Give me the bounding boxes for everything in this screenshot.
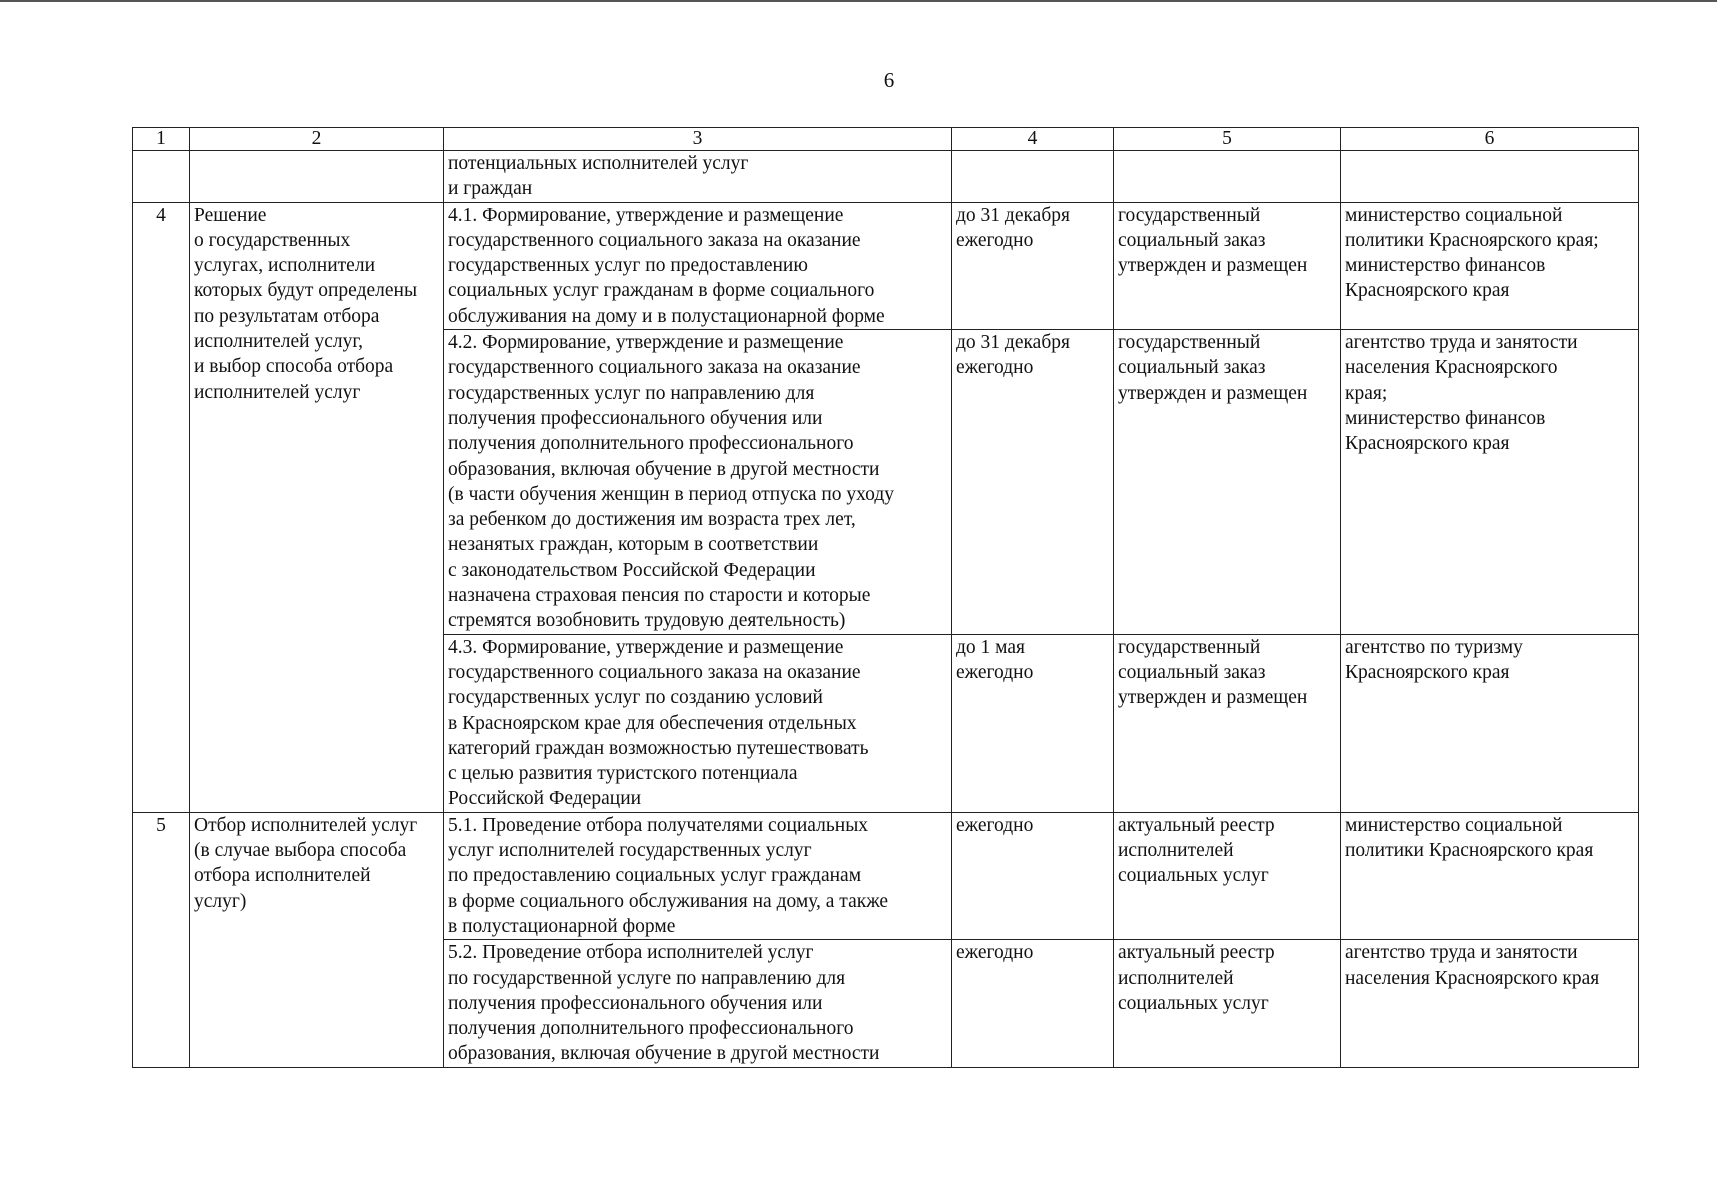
item-4-2-text: 4.2. Формирование, утверждение и размещение государственного социального заказа на оказание государственных услуг по направлению для получения профессионального обучения или получения дополнительного профессионального образования, включая обучение в другой местности (в части обучения женщин в период отпуска по уходу за ребенком до достижения им возраста трех лет, незанятых граждан, которым в соответствии с законодательством Российской Федерации назначена страховая пенсия по старости и которые стремятся возобновить трудовую деятельность) <box>444 330 952 635</box>
column-header-1: 1 <box>133 128 190 151</box>
item-4-3-result: государственный социальный заказ утвержден и размещен <box>1114 634 1341 812</box>
item-4-1-deadline: до 31 декабря ежегодно <box>952 202 1114 329</box>
top-border-line <box>0 0 1717 2</box>
continuation-responsible <box>1341 151 1639 203</box>
continuation-number <box>133 151 190 203</box>
table-row-4-1 <box>133 202 1639 329</box>
item-5-1-deadline: ежегодно <box>952 812 1114 939</box>
table-header-row <box>133 128 1639 151</box>
item-4-3-deadline: до 1 мая ежегодно <box>952 634 1114 812</box>
item-4-2-result: государственный социальный заказ утвержден и размещен <box>1114 330 1341 635</box>
plan-table <box>132 127 1639 1068</box>
item-4-2-responsible: агентство труда и занятости населения Красноярского края; министерство финансов Красноярского края <box>1341 330 1639 635</box>
continuation-deadline <box>952 151 1114 203</box>
item-4-3-text: 4.3. Формирование, утверждение и размещение государственного социального заказа на оказание государственных услуг по созданию условий в Красноярском крае для обеспечения отдельных категорий граждан возможностью путешествовать с целью развития туристского потенциала Российской Федерации <box>444 634 952 812</box>
item-4-3-responsible: агентство по туризму Красноярского края <box>1341 634 1639 812</box>
item-4-1-result: государственный социальный заказ утвержден и размещен <box>1114 202 1341 329</box>
table-row-5-1 <box>133 812 1639 939</box>
column-header-4: 4 <box>952 128 1114 151</box>
column-header-3: 3 <box>444 128 952 151</box>
section-5-number: 5 <box>133 812 190 1067</box>
item-5-2-text: 5.2. Проведение отбора исполнителей услуг по государственной услуге по направлению для получения профессионального обучения или получения дополнительного профессионального образования, включая обучение в другой местности <box>444 940 952 1067</box>
item-5-2-deadline: ежегодно <box>952 940 1114 1067</box>
column-header-2: 2 <box>190 128 444 151</box>
section-4-title: Решение о государственных услугах, исполнители которых будут определены по результатам отбора исполнителей услуг, и выбор способа отбора исполнителей услуг <box>190 202 444 812</box>
item-5-1-responsible: министерство социальной политики Красноярского края <box>1341 812 1639 939</box>
section-4-number: 4 <box>133 202 190 812</box>
item-5-1-text: 5.1. Проведение отбора получателями социальных услуг исполнителей государственных услуг по предоставлению социальных услуг гражданам в форме социального обслуживания на дому, а также в полустационарной форме <box>444 812 952 939</box>
item-5-2-responsible: агентство труда и занятости населения Красноярского края <box>1341 940 1639 1067</box>
item-4-1-text: 4.1. Формирование, утверждение и размещение государственного социального заказа на оказание государственных услуг по предоставлению социальных услуг гражданам в форме социального обслуживания на дому и в полустационарной форме <box>444 202 952 329</box>
continuation-result <box>1114 151 1341 203</box>
column-header-6: 6 <box>1341 128 1639 151</box>
column-header-5: 5 <box>1114 128 1341 151</box>
item-5-1-result: актуальный реестр исполнителей социальных услуг <box>1114 812 1341 939</box>
section-5-title: Отбор исполнителей услуг (в случае выбора способа отбора исполнителей услуг) <box>190 812 444 1067</box>
item-4-2-deadline: до 31 декабря ежегодно <box>952 330 1114 635</box>
table-row-continuation <box>133 151 1639 203</box>
item-5-2-result: актуальный реестр исполнителей социальных услуг <box>1114 940 1341 1067</box>
item-4-1-responsible: министерство социальной политики Красноярского края; министерство финансов Красноярского края <box>1341 202 1639 329</box>
continuation-stage <box>190 151 444 203</box>
continuation-text: потенциальных исполнителей услуг и граждан <box>444 151 952 203</box>
page-number: 6 <box>883 68 895 92</box>
